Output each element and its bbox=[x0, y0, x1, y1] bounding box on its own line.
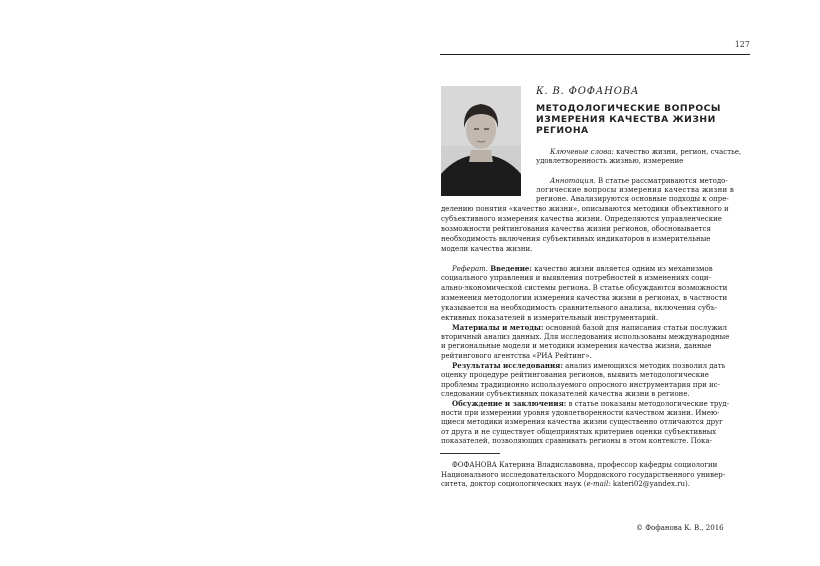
body-line: следовании субъективных показателей качества жизни в регионе. bbox=[441, 390, 690, 398]
footnote-rule bbox=[440, 453, 500, 454]
body-line: ности при измерении уровня удовлетворенности качеством жизни. Имею- bbox=[441, 409, 720, 417]
annotation-line: регионе. Анализируются основные подходы к опре- bbox=[536, 195, 729, 203]
article-title bbox=[536, 103, 756, 136]
body-line: оценку процедуре рейтингования регионов, выявить методологические bbox=[441, 371, 709, 379]
annotation-line: делению понятия «качество жизни», описываются методики объективного и bbox=[441, 205, 729, 213]
annotation-line: Аннотация. В статье рассматриваются методо- bbox=[550, 177, 728, 185]
keywords-line: Ключевые слова: качество жизни, регион, счастье, bbox=[550, 148, 742, 156]
annotation-line: логические вопросы измерения качества жизни в bbox=[536, 186, 735, 194]
body-line: ально-экономической системы региона. В статье обсуждаются возможности bbox=[441, 284, 728, 292]
keywords-label: Ключевые слова: bbox=[550, 148, 614, 156]
title-line: ИЗМЕРЕНИЯ КАЧЕСТВА ЖИЗНИ bbox=[536, 114, 716, 125]
author-photo bbox=[441, 86, 521, 196]
page-number: 127 bbox=[734, 40, 750, 49]
email-label: e-mail: bbox=[586, 480, 611, 488]
intro-label: Введение: bbox=[490, 264, 532, 273]
footnote-line: ФОФАНОВА Катерина Владиславовна, профессор кафедры социологии bbox=[452, 461, 718, 469]
methods-label: Материалы и методы: bbox=[452, 323, 544, 332]
body-line: и региональные модели и методики измерения качества жизни, данные bbox=[441, 342, 712, 350]
header-rule bbox=[440, 54, 750, 55]
author-name: К. В. ФОФАНОВА bbox=[536, 86, 640, 97]
body-line: вторичный анализ данных. Для исследования использованы международные bbox=[441, 333, 730, 341]
body-line: щиеся методики измерения качества жизни существенно отличаются друг bbox=[441, 418, 723, 426]
body-line: ективных показателей в измерительный инструментарий. bbox=[441, 314, 659, 322]
keywords-line: удовлетворенность жизнью, измерение bbox=[536, 157, 684, 165]
body-line: изменения методологии измерения качества жизни в регионах, в частности bbox=[441, 294, 728, 302]
footnote-line: Национального исследовательского Мордовского государственного универ- bbox=[441, 471, 726, 479]
referat-label: Реферат. bbox=[452, 265, 488, 273]
annotation-line: необходимость включения субъективных индикаторов в измерительные bbox=[441, 235, 711, 243]
body-line: указывается на необходимость сравнительного анализа, включения субъ- bbox=[441, 304, 718, 312]
discussion-label: Обсуждение и заключения: bbox=[452, 399, 567, 408]
annotation-line: субъективного измерения качества жизни. Определяются управленческие bbox=[441, 215, 722, 223]
body-line: Результаты исследования: анализ имеющихся методик позволил дать bbox=[452, 361, 726, 370]
annotation-line: модели качества жизни. bbox=[441, 245, 533, 253]
body-line: показателей, позволяющих сравнивать регионы в этом контексте. Пока- bbox=[441, 437, 712, 445]
footnote-line: ситета, доктор социологических наук (e-mail: kateri02@yandex.ru). bbox=[441, 480, 690, 488]
body-line: Обсуждение и заключения: в статье показаны методологические труд- bbox=[452, 399, 730, 408]
body-line: проблемы традиционно используемого опросного инструментария при ис- bbox=[441, 381, 720, 389]
body-line: от друга и не существует общепринятых критериев оценки субъективных bbox=[441, 428, 717, 436]
copyright: © Фофанова К. В., 2016 bbox=[636, 524, 724, 532]
title-line: МЕТОДОЛОГИЧЕСКИЕ ВОПРОСЫ bbox=[536, 103, 721, 114]
annotation-label: Аннотация. bbox=[550, 177, 596, 185]
portrait-image bbox=[441, 86, 521, 196]
body-line: Материалы и методы: основной базой для написания статьи послужил bbox=[452, 323, 727, 332]
body-line: социального управления и выявления потребностей в изменениях соци- bbox=[441, 274, 711, 282]
email-address: kateri02@yandex.ru). bbox=[610, 480, 690, 488]
body-line: рейтингового агентства «РИА Рейтинг». bbox=[441, 352, 592, 360]
annotation-line: возможности рейтингования качества жизни регионов, обосновывается bbox=[441, 225, 711, 233]
results-label: Результаты исследования: bbox=[452, 361, 563, 370]
title-line: РЕГИОНА bbox=[536, 125, 589, 136]
body-line: Реферат. Введение: качество жизни является одним из механизмов bbox=[452, 264, 713, 273]
